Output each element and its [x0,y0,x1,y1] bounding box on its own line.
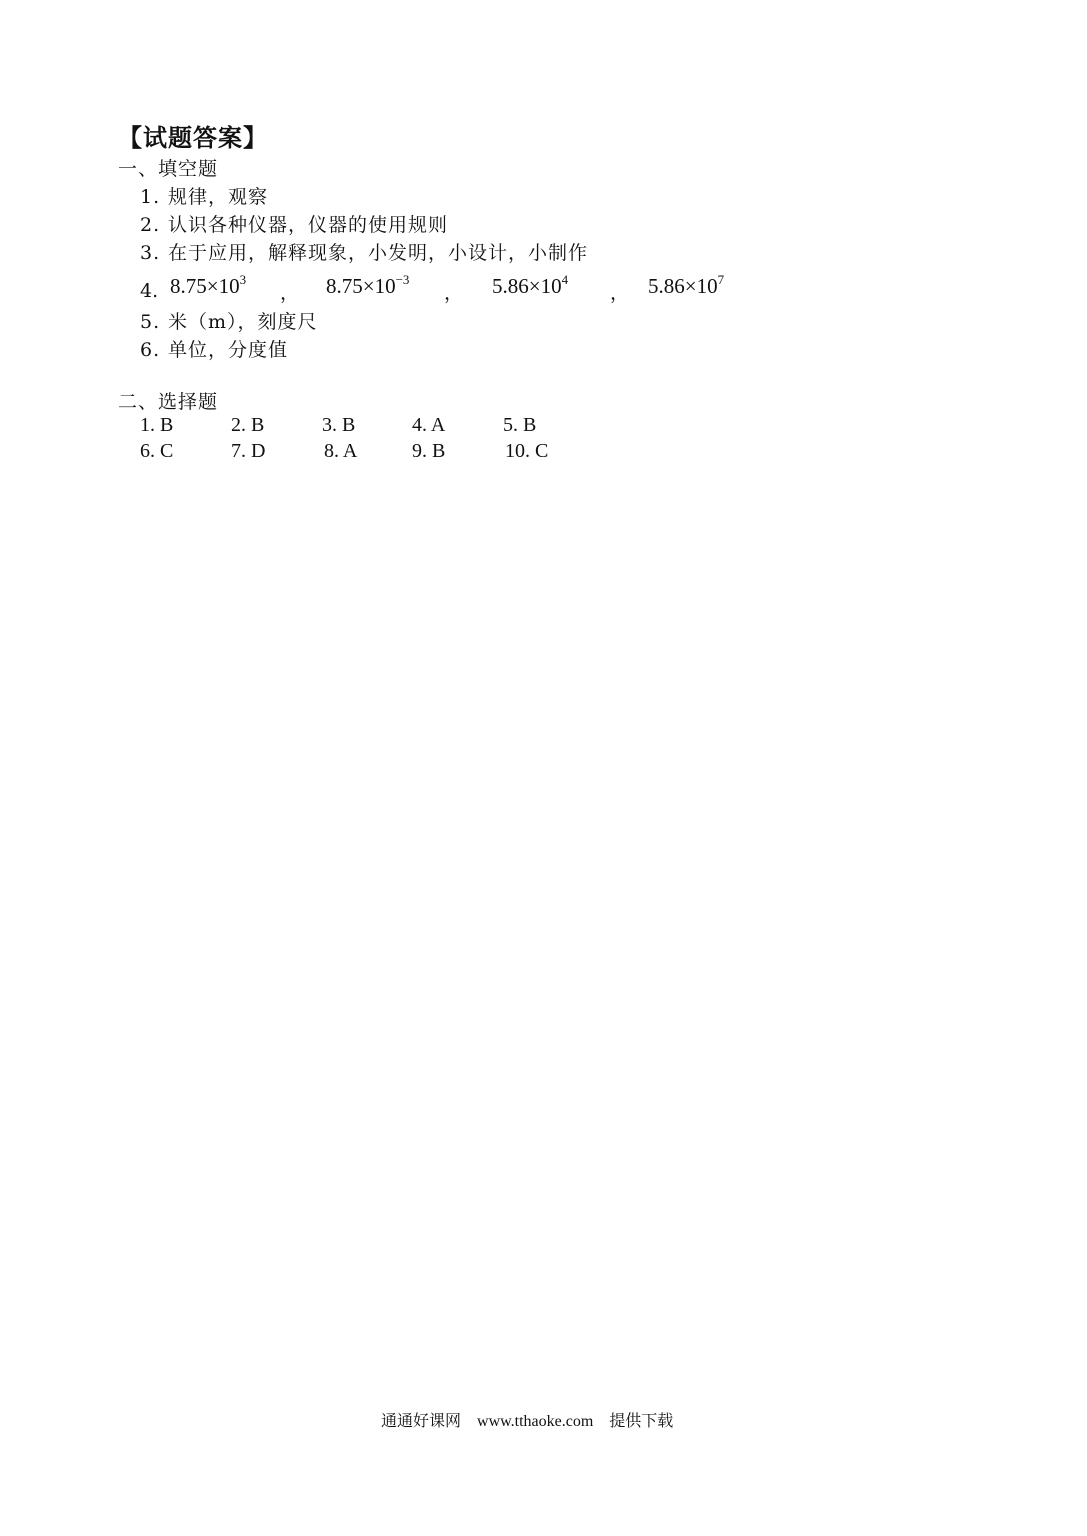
item-text: 在于应用，解释现象，小发明，小设计，小制作 [168,242,589,264]
choice-section-heading: 二、选择题 [118,391,219,413]
choice-answer: 1. B [140,414,174,436]
fill-answer-3 [140,238,588,265]
scientific-value-3: $5.86\times 10^4$ [492,272,569,298]
separator: ， [280,282,300,304]
choice-answer: 4. A [412,414,446,436]
choice-answer: 6. C [140,440,174,462]
item-number: 5. [140,311,161,333]
choice-answer: 10. C [505,440,549,462]
separator: ， [610,282,630,304]
item-text: 单位，分度值 [168,339,289,361]
item-number: 2. [140,214,161,236]
fill-section-heading: 一、填空题 [118,158,219,180]
page-title: 【试题答案】 [118,124,268,152]
item-number: 6. [140,339,161,361]
item-number: 4. [140,280,159,302]
item-number: 1. [140,186,161,208]
choice-answer: 7. D [231,440,266,462]
scientific-value-2: $8.75\times 10^{-3}$ [326,272,410,298]
choice-answer: 9. B [412,440,446,462]
fill-answer-5 [140,307,318,334]
choice-answer: 8. A [324,440,358,462]
separator: ， [444,282,464,304]
item-number: 3. [140,242,161,264]
item-text: 认识各种仪器，仪器的使用规则 [168,214,449,236]
scientific-value-1: $8.75\times 10^3$ [170,272,247,298]
footer-site-name: 通通好课网 [381,1413,462,1430]
page-footer [381,1408,685,1431]
fill-answer-6 [140,335,288,362]
footer-url[interactable]: www.tthaoke.com [477,1413,594,1430]
choice-answer: 5. B [503,414,537,436]
fill-answer-2 [140,210,448,237]
footer-suffix: 提供下载 [609,1413,674,1430]
choice-answer: 3. B [322,414,356,436]
item-text: 规律，观察 [168,186,269,208]
scientific-value-4: $5.86\times 10^7$ [648,272,725,298]
choice-answer: 2. B [231,414,265,436]
item-text: 米（m），刻度尺 [168,311,318,333]
fill-answer-1 [140,182,268,209]
